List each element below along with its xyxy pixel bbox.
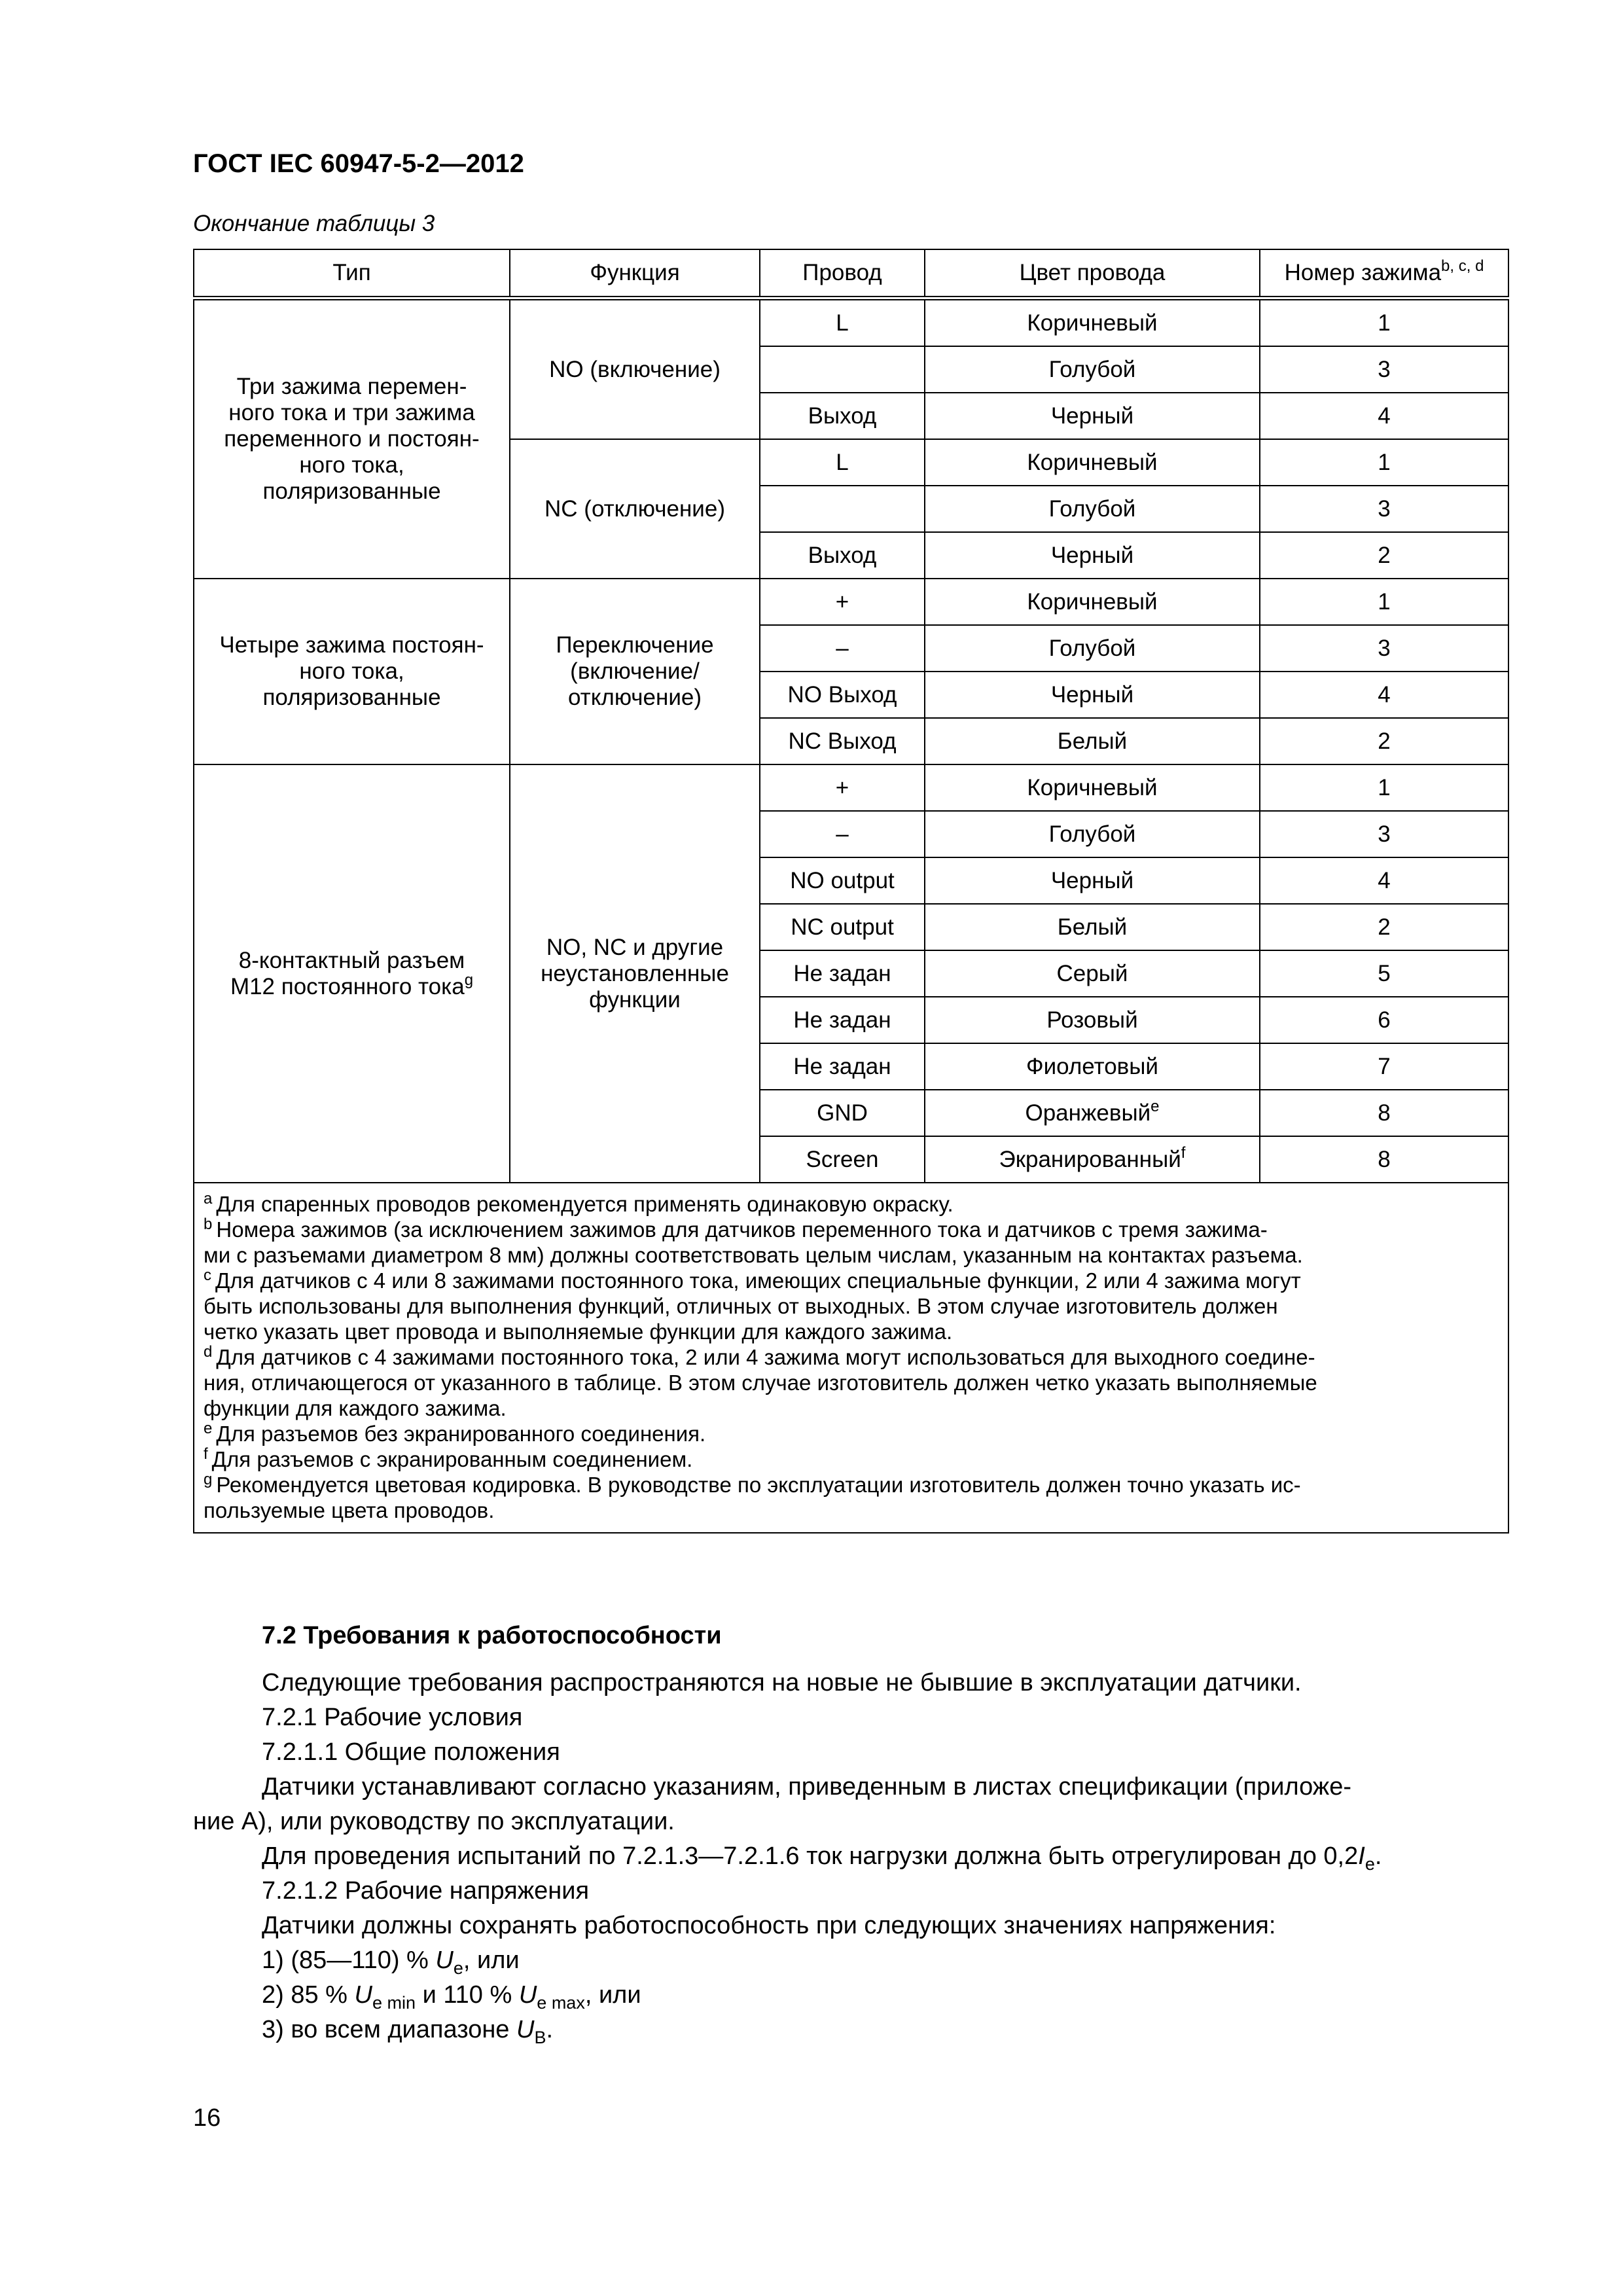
table-notes [194, 1183, 1508, 1533]
cell-wire: Выход [760, 532, 925, 579]
cell-terminal: 4 [1260, 393, 1508, 439]
table-note [204, 1344, 1500, 1421]
cell-wire: NC Выход [760, 718, 925, 764]
wire-color-text: Черный [1050, 681, 1134, 708]
col-header-type: Тип [194, 249, 510, 298]
text-line: (включение/ [570, 658, 700, 684]
text-line: Четыре зажима постоян- [219, 632, 484, 658]
section-heading: 7.2 Требования к работоспособности [262, 1622, 722, 1649]
cell-terminal: 1 [1260, 439, 1508, 486]
wire-color-text: Серый [1056, 960, 1128, 986]
wiring-table [193, 249, 1509, 1534]
cell-wire [760, 486, 925, 532]
text-line: быть использованы для выполнения функций, отличных от выходных. В этом случае изготовитель должен [204, 1294, 1278, 1318]
paragraph [193, 1770, 1508, 1839]
table-note [204, 1268, 1500, 1344]
note-text [216, 1422, 705, 1446]
text-line: Для датчиков с 4 зажимами постоянного тока, 2 или 4 зажима могут использоваться для выходного соедине- [216, 1345, 1315, 1369]
cell-wire: L [760, 439, 925, 486]
cell-wire-color [925, 672, 1260, 718]
cell-wire: – [760, 625, 925, 672]
table-note [204, 1446, 1500, 1472]
paragraph: Датчики должны сохранять работоспособность при следующих значениях напряжения: [262, 1912, 1276, 1939]
col-header-function: Функция [510, 249, 760, 298]
cell-wire: Не задан [760, 1043, 925, 1090]
cell-terminal: 4 [1260, 672, 1508, 718]
list-item: 2) 85 % $U_{e min}$ и 110 % $U_{e max}$, или [262, 1981, 641, 2013]
cell-wire: + [760, 764, 925, 811]
text-line: переменного и постоян- [224, 426, 480, 452]
note-mark: g [204, 1471, 213, 1488]
cell-terminal: 1 [1260, 298, 1508, 347]
cell-wire-color [925, 532, 1260, 579]
text-line: ного тока и три зажима [228, 400, 475, 425]
cell-wire-color [925, 579, 1260, 625]
cell-wire-color [925, 997, 1260, 1043]
note-text [204, 1345, 1317, 1420]
note-text [204, 1217, 1303, 1267]
cell-terminal: 1 [1260, 764, 1508, 811]
text-line: NO (включение) [549, 356, 721, 382]
cell-wire-color [925, 718, 1260, 764]
note-mark: b [204, 1215, 213, 1233]
table-note [204, 1472, 1500, 1523]
table-body [194, 298, 1508, 1183]
cell-wire-color [925, 904, 1260, 950]
cell-type [194, 298, 510, 579]
text-line: неустановленные [541, 960, 729, 986]
text-line: четко указать цвет провода и выполняемые функции для каждого зажима. [204, 1319, 953, 1344]
cell-terminal: 3 [1260, 486, 1508, 532]
table-row [194, 579, 1508, 625]
table-row [194, 764, 1508, 811]
note-mark: e [204, 1420, 213, 1437]
col-header-wire: Провод [760, 249, 925, 298]
col-header-wire-color: Цвет провода [925, 249, 1260, 298]
subsection-title: 7.2.1.2 Рабочие напряжения [262, 1877, 590, 1905]
cell-wire: Screen [760, 1136, 925, 1183]
cell-terminal: 2 [1260, 904, 1508, 950]
cell-function [510, 579, 760, 764]
cell-wire-color [925, 811, 1260, 857]
wire-color-text: Белый [1057, 914, 1128, 940]
wire-color-text: Черный [1050, 867, 1134, 893]
note-mark: a [204, 1190, 213, 1208]
text-line: Номера зажимов (за исключением зажимов для датчиков переменного тока и датчиков с тремя зажима- [216, 1217, 1268, 1242]
text-line: Рекомендуется цветовая кодировка. В руководстве по эксплуатации изготовитель должен точно указать ис- [216, 1473, 1301, 1497]
cell-wire: Выход [760, 393, 925, 439]
text-line: ния, отличающегося от указанного в таблице. В этом случае изготовитель должен четко указать выполняемые [204, 1371, 1317, 1395]
text-line: функции для каждого зажима. [204, 1396, 507, 1420]
text-line: функции [589, 986, 681, 1013]
text-line: ми с разъемами диаметром 8 мм) должны соответствовать целым числам, указанным на контактах разъема. [204, 1243, 1303, 1267]
cell-function [510, 298, 760, 440]
note-text [204, 1473, 1301, 1522]
wire-color-text: Фиолетовый [1026, 1053, 1158, 1079]
cell-terminal: 7 [1260, 1043, 1508, 1090]
text-line: NO, NC и другие [546, 934, 724, 960]
paragraph: Для проведения испытаний по 7.2.1.3—7.2.1.6 ток нагрузки должна быть отрегулирован до $0,2I_e$. [262, 1842, 1382, 1874]
cell-terminal: 2 [1260, 718, 1508, 764]
wire-color-text: Розовый [1046, 1007, 1138, 1033]
text-line: NC (отключение) [544, 495, 725, 522]
cell-wire-color [925, 1043, 1260, 1090]
cell-wire-color [925, 1090, 1260, 1136]
cell-terminal: 8 [1260, 1090, 1508, 1136]
table-row [194, 298, 1508, 347]
cell-wire-color [925, 857, 1260, 904]
cell-terminal: 6 [1260, 997, 1508, 1043]
cell-wire: Не задан [760, 997, 925, 1043]
text-line: Датчики устанавливают согласно указаниям, приведенным в листах спецификации (приложе- [262, 1773, 1351, 1801]
cell-terminal: 1 [1260, 579, 1508, 625]
note-text [216, 1192, 953, 1216]
text-line: отключение) [567, 685, 702, 710]
footnote-ref: b, c, d [1441, 257, 1484, 275]
text-line: Для разъемов с экранированным соединением. [211, 1447, 693, 1471]
section-body [193, 1666, 1508, 2047]
document-header: ГОСТ IEC 60947-5-2—2012 [193, 149, 524, 178]
cell-terminal: 2 [1260, 532, 1508, 579]
wire-color-text: Голубой [1048, 635, 1136, 661]
table-note [204, 1191, 1500, 1217]
table-header-row [194, 249, 1508, 298]
cell-wire: – [760, 811, 925, 857]
wire-color-text: Голубой [1048, 495, 1136, 522]
cell-wire: L [760, 298, 925, 347]
cell-wire-color [925, 1136, 1260, 1183]
cell-type [194, 579, 510, 764]
subsection-title: 7.2.1.1 Общие положения [262, 1738, 560, 1766]
footnote-ref: e [1150, 1097, 1160, 1115]
note-text [204, 1268, 1301, 1344]
cell-terminal: 8 [1260, 1136, 1508, 1183]
cell-terminal: 3 [1260, 346, 1508, 393]
cell-wire-color [925, 346, 1260, 393]
wire-color-text: Коричневый [1027, 310, 1158, 336]
cell-wire [760, 346, 925, 393]
text-line: поляризованные [262, 478, 441, 504]
note-mark: d [204, 1343, 213, 1361]
text-line: Для разъемов без экранированного соединения. [216, 1422, 706, 1446]
note-mark: f [204, 1445, 208, 1463]
wire-color-text: Черный [1050, 403, 1134, 429]
cell-wire: Не задан [760, 950, 925, 997]
cell-function [510, 439, 760, 579]
list-item: 3) во всем диапазоне $U_B$. [262, 2016, 554, 2047]
table-note [204, 1217, 1500, 1268]
footnote-ref: f [1181, 1143, 1186, 1162]
wire-color-text: Коричневый [1027, 774, 1158, 800]
wire-color-text: Коричневый [1027, 588, 1158, 615]
page-number: 16 [193, 2104, 221, 2132]
cell-wire: NO output [760, 857, 925, 904]
cell-wire-color [925, 764, 1260, 811]
wire-color-text: Голубой [1048, 356, 1136, 382]
wire-color-text: Белый [1057, 728, 1128, 754]
text-line: M12 постоянного тока [230, 973, 465, 999]
cell-terminal: 3 [1260, 811, 1508, 857]
text-line: ние А), или руководству по эксплуатации. [193, 1808, 675, 1835]
table-note [204, 1421, 1500, 1446]
wire-color-text: Черный [1050, 542, 1134, 568]
cell-wire-color [925, 486, 1260, 532]
cell-terminal: 3 [1260, 625, 1508, 672]
table-caption: Окончание таблицы 3 [193, 211, 435, 236]
cell-wire-color [925, 439, 1260, 486]
text-line: Для датчиков с 4 или 8 зажимами постоянного тока, имеющих специальные функции, 2 или 4 зажима могут [215, 1268, 1301, 1293]
text-line: ного тока, [299, 658, 404, 684]
cell-wire: + [760, 579, 925, 625]
cell-wire: GND [760, 1090, 925, 1136]
cell-terminal: 4 [1260, 857, 1508, 904]
subsection-title: 7.2.1 Рабочие условия [262, 1704, 523, 1731]
wire-color-text: Голубой [1048, 821, 1136, 847]
cell-function [510, 764, 760, 1183]
text-line: Для спаренных проводов рекомендуется применять одинаковую окраску. [216, 1192, 954, 1216]
cell-type [194, 764, 510, 1183]
col-header-terminal: Номер зажима$^{b, c, d}$ [1260, 249, 1508, 298]
footnote-ref: g [464, 971, 474, 989]
wire-color-text: Оранжевый [1025, 1100, 1151, 1126]
wire-color-text: Экранированный [999, 1146, 1181, 1172]
text-line: пользуемые цвета проводов. [204, 1498, 495, 1522]
notes-row [194, 1183, 1508, 1533]
note-text [212, 1447, 693, 1471]
paragraph: Следующие требования распространяются на новые не бывшие в эксплуатации датчики. [262, 1669, 1302, 1696]
note-mark: c [204, 1266, 211, 1284]
text-line: Три зажима перемен- [236, 374, 467, 399]
text-line: поляризованные [262, 685, 441, 710]
cell-wire-color [925, 393, 1260, 439]
cell-wire-color [925, 298, 1260, 347]
list-item: 1) (85—110) % $U_e$, или [262, 1946, 520, 1978]
wire-color-text: Коричневый [1027, 449, 1158, 475]
cell-terminal: 5 [1260, 950, 1508, 997]
text-line: ного тока, [299, 452, 404, 478]
cell-wire: NC output [760, 904, 925, 950]
text-line: 8-контактный разъем [238, 947, 465, 973]
cell-wire-color [925, 950, 1260, 997]
cell-wire-color [925, 625, 1260, 672]
text-line: Переключение [556, 632, 714, 658]
cell-wire: NO Выход [760, 672, 925, 718]
